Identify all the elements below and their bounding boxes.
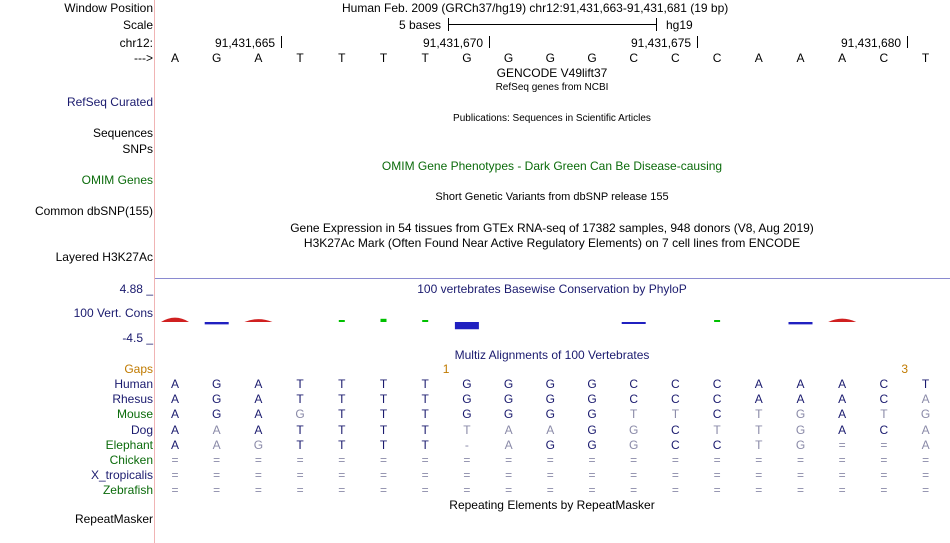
alignment-base: =: [922, 468, 930, 483]
alignment-base: C: [671, 422, 680, 437]
sequence-base: G: [587, 51, 597, 65]
alignment-base: A: [254, 407, 263, 422]
alignment-base: =: [213, 468, 221, 483]
alignment-base: A: [796, 392, 805, 407]
alignment-base: =: [588, 453, 596, 467]
species-label[interactable]: Dog: [130, 422, 153, 437]
species-label[interactable]: Elephant: [105, 437, 153, 452]
alignment-base: T: [421, 407, 429, 422]
phylop-bar: [714, 320, 720, 322]
alignment-base: T: [379, 437, 388, 452]
alignment-base: G: [212, 377, 222, 391]
alignment-base: C: [712, 392, 722, 407]
species-label[interactable]: Rhesus: [112, 392, 153, 407]
alignment-base: =: [171, 468, 179, 483]
sequence-base: T: [379, 51, 388, 65]
alignment-base: =: [755, 453, 763, 467]
snps-label[interactable]: SNPs: [122, 142, 153, 156]
cons-track-label[interactable]: 100 Vert. Cons: [73, 306, 153, 320]
alignment-base: C: [712, 377, 722, 391]
alignment-base: =: [588, 483, 596, 498]
alignment-base: =: [755, 468, 763, 483]
alignment-base: T: [463, 422, 471, 437]
alignment-base: -: [464, 437, 469, 452]
alignment-base: G: [545, 437, 555, 452]
sequence-base: T: [921, 51, 930, 65]
alignment-base: =: [379, 453, 387, 467]
alignment-base: A: [170, 392, 179, 407]
alignment-base: =: [671, 483, 679, 498]
sequence-base: G: [212, 51, 222, 65]
alignment-base: =: [421, 483, 429, 498]
scale-bar-right-tick: [656, 18, 657, 31]
alignment-base: G: [795, 422, 806, 437]
alignment-base: C: [879, 422, 889, 437]
alignment-base: T: [880, 407, 888, 422]
alignment-base: G: [253, 437, 264, 452]
alignment-base: A: [838, 377, 847, 391]
alignment-base: G: [503, 407, 514, 422]
alignment-base: =: [463, 453, 471, 467]
alignment-base: T: [755, 422, 763, 437]
phylop-min-label: -4.5 _: [122, 331, 153, 345]
scale-label: Scale: [122, 18, 153, 32]
alignment-base: T: [338, 422, 346, 437]
alignment-base: =: [671, 453, 679, 467]
alignment-base: T: [671, 407, 680, 422]
repeatmasker-label[interactable]: RepeatMasker: [74, 512, 153, 526]
alignment-base: A: [838, 392, 847, 407]
alignment-base: A: [754, 392, 763, 407]
alignment-base: T: [296, 437, 304, 452]
refseq-track-title[interactable]: RefSeq genes from NCBI: [495, 82, 609, 93]
sequence-base: T: [338, 51, 346, 65]
alignment-base: =: [713, 453, 721, 467]
alignment-base: G: [629, 422, 639, 437]
sequence-base: A: [796, 51, 805, 65]
alignment-base: T: [421, 422, 429, 437]
alignment-base: =: [254, 468, 262, 483]
publications-track-title[interactable]: Publications: Sequences in Scientific Articles: [453, 113, 651, 124]
scale-bar-left-tick: [448, 18, 449, 31]
alignment-base: =: [838, 437, 846, 452]
alignment-base: G: [462, 392, 472, 407]
sequence-base: C: [671, 51, 680, 65]
alignment-base: =: [671, 468, 679, 483]
alignment-base: T: [338, 377, 346, 391]
alignment-base: =: [463, 468, 471, 483]
sequence-label: --->: [134, 51, 153, 65]
species-label[interactable]: X_tropicalis: [90, 468, 153, 483]
alignment-base: G: [587, 422, 597, 437]
scale-assembly: hg19: [666, 18, 693, 32]
alignment-base: A: [921, 392, 930, 407]
phylop-bar: [205, 322, 229, 324]
alignment-base: =: [463, 483, 471, 498]
phylop-track-title[interactable]: 100 vertebrates Basewise Conservation by PhyloP: [417, 282, 687, 296]
phylop-bar: [789, 322, 813, 324]
alignment-base: =: [421, 468, 429, 483]
alignment-base: C: [671, 377, 680, 391]
alignment-base: =: [213, 453, 221, 467]
sequence-base: A: [170, 51, 179, 65]
alignment-base: A: [170, 422, 179, 437]
alignment-base: =: [296, 468, 304, 483]
alignment-base: G: [795, 437, 806, 452]
species-label[interactable]: Human: [114, 377, 153, 391]
track-separator: [155, 278, 950, 279]
phylop-bar: [381, 319, 387, 322]
alignment-base: =: [505, 453, 513, 467]
sequence-base: T: [296, 51, 304, 65]
alignment-base: C: [879, 392, 889, 407]
alignment-base: A: [921, 437, 930, 452]
alignment-base: G: [212, 392, 222, 407]
sequence-base: C: [712, 51, 722, 65]
alignment-base: A: [504, 422, 513, 437]
alignment-base: T: [338, 407, 346, 422]
chrom-label: chr12:: [119, 36, 153, 50]
sequence-base: C: [629, 51, 639, 65]
alignment-base: G: [587, 377, 597, 391]
alignment-base: G: [545, 407, 555, 422]
common-dbsnp-label[interactable]: Common dbSNP(155): [34, 204, 153, 218]
alignment-base: =: [505, 468, 513, 483]
alignment-base: G: [503, 392, 514, 407]
alignment-base: T: [379, 422, 388, 437]
h3k27ac-track-title[interactable]: H3K27Ac Mark (Often Found Near Active Regulatory Elements) on 7 cell lines from ENCODE: [303, 236, 801, 250]
alignment-base: =: [546, 453, 554, 467]
gtex-track-title[interactable]: Gene Expression in 54 tissues from GTEx RNA-seq of 17382 samples, 948 donors (V8, Aug 2019): [290, 221, 814, 235]
alignment-base: =: [296, 453, 304, 467]
alignment-base: =: [755, 483, 763, 498]
alignment-base: =: [796, 483, 804, 498]
sequence-base: G: [462, 51, 472, 65]
phylop-bar: [828, 319, 856, 322]
alignment-base: =: [379, 468, 387, 483]
alignment-base: G: [545, 392, 555, 407]
alignment-base: G: [545, 377, 555, 391]
alignment-base: A: [254, 422, 263, 437]
phylop-bar: [422, 320, 428, 322]
alignment-base: C: [712, 407, 722, 422]
alignment-base: C: [671, 392, 680, 407]
alignment-base: A: [212, 437, 221, 452]
alignment-base: =: [713, 468, 721, 483]
alignment-base: G: [629, 437, 639, 452]
sequence-base: A: [254, 51, 263, 65]
gencode-track-title[interactable]: GENCODE V49lift37: [496, 66, 608, 80]
gap-count: 3: [901, 362, 909, 376]
sequences-label[interactable]: Sequences: [92, 126, 153, 140]
alignment-base: G: [920, 407, 931, 422]
repeatmasker-track-title[interactable]: Repeating Elements by RepeatMasker: [449, 498, 655, 512]
sequence-base: T: [421, 51, 429, 65]
alignment-base: C: [671, 437, 680, 452]
window-position-value: Human Feb. 2009 (GRCh37/hg19) chr12:91,431,663-91,431,681 (19 bp): [342, 1, 729, 15]
species-label[interactable]: Chicken: [109, 453, 153, 467]
chrom-tick-mark-2: [489, 36, 490, 48]
alignment-base: G: [462, 407, 472, 422]
species-label[interactable]: Mouse: [116, 407, 153, 422]
phylop-bar: [622, 322, 646, 324]
alignment-base: T: [421, 392, 429, 407]
alignment-base: A: [921, 422, 930, 437]
alignment-base: T: [379, 407, 388, 422]
omim-track-title[interactable]: OMIM Gene Phenotypes - Dark Green Can Be Disease-causing: [381, 159, 723, 173]
alignment-base: =: [421, 453, 429, 467]
window-position-label: Window Position: [64, 1, 153, 15]
alignment-base: =: [880, 437, 888, 452]
alignment-base: =: [880, 453, 888, 467]
alignment-base: A: [504, 437, 513, 452]
alignment-base: C: [629, 377, 639, 391]
alignment-base: =: [838, 453, 846, 467]
alignment-base: A: [212, 422, 221, 437]
sequence-base: C: [879, 51, 889, 65]
alignment-base: =: [838, 483, 846, 498]
alignment-base: T: [379, 377, 388, 391]
alignment-base: =: [338, 468, 346, 483]
alignment-base: T: [338, 392, 346, 407]
chrom-tick-mark-3: [697, 36, 698, 48]
alignment-base: =: [254, 483, 262, 498]
alignment-base: =: [796, 453, 804, 467]
alignment-base: =: [880, 468, 888, 483]
alignment-base: =: [546, 468, 554, 483]
alignment-base: A: [546, 422, 555, 437]
multiz-track-title[interactable]: Multiz Alignments of 100 Vertebrates: [454, 348, 650, 362]
chrom-tick-mark-4: [907, 36, 908, 48]
alignment-base: =: [171, 453, 179, 467]
chrom-tick-mark-1: [281, 36, 282, 48]
alignment-base: C: [712, 437, 722, 452]
alignment-base: G: [212, 407, 222, 422]
alignment-base: T: [421, 437, 429, 452]
alignment-base: T: [338, 437, 346, 452]
species-label[interactable]: Zebrafish: [102, 483, 153, 498]
alignment-base: =: [505, 483, 513, 498]
alignment-base: T: [379, 392, 388, 407]
alignment-base: T: [296, 392, 304, 407]
refseq-curated-label[interactable]: RefSeq Curated: [66, 95, 153, 109]
dbsnp-track-title[interactable]: Short Genetic Variants from dbSNP release 155: [435, 191, 669, 203]
alignment-base: =: [296, 483, 304, 498]
alignment-base: =: [838, 468, 846, 483]
alignment-base: =: [588, 468, 596, 483]
scale-bar: [448, 24, 656, 25]
alignment-base: C: [879, 377, 889, 391]
phylop-bar: [455, 322, 479, 329]
gaps-label[interactable]: Gaps: [124, 362, 153, 376]
phylop-bar: [244, 319, 272, 322]
alignment-base: G: [587, 392, 597, 407]
alignment-base: G: [795, 407, 806, 422]
sequence-base: A: [838, 51, 847, 65]
phylop-graph[interactable]: [155, 290, 950, 340]
chrom-tick-3: 91,431,675: [631, 36, 692, 50]
alignment-base: =: [546, 483, 554, 498]
alignment-base: =: [630, 483, 638, 498]
alignment-base: =: [880, 483, 888, 498]
phylop-bar: [339, 320, 345, 322]
alignment-base: A: [170, 437, 179, 452]
gap-count: 1: [442, 362, 450, 376]
alignment-base: T: [755, 407, 763, 422]
sequence-base: A: [754, 51, 763, 65]
alignment-base: T: [630, 407, 638, 422]
scale-bar-text: 5 bases: [399, 18, 442, 32]
alignment-base: A: [170, 377, 179, 391]
alignment-base: T: [713, 422, 721, 437]
alignment-base: T: [296, 377, 304, 391]
alignment-base: T: [296, 422, 304, 437]
alignment-base: =: [922, 453, 930, 467]
alignment-base: A: [170, 407, 179, 422]
alignment-base: T: [755, 437, 763, 452]
alignment-base: C: [629, 392, 639, 407]
sequence-base: G: [503, 51, 514, 65]
alignment-base: A: [754, 377, 763, 391]
alignment-base: =: [213, 483, 221, 498]
alignment-base: T: [921, 377, 930, 391]
phylop-bar: [161, 318, 189, 322]
alignment-base: G: [295, 407, 305, 422]
alignment-base: T: [421, 377, 429, 391]
alignment-base: =: [630, 468, 638, 483]
alignment-base: G: [503, 377, 514, 391]
layered-h3k27ac-label[interactable]: Layered H3K27Ac: [55, 250, 153, 264]
sequence-base: G: [545, 51, 555, 65]
phylop-max-label: 4.88 _: [119, 282, 153, 296]
alignment-base: =: [379, 483, 387, 498]
chrom-tick-1: 91,431,665: [215, 36, 276, 50]
label-divider: [154, 0, 155, 543]
alignment-base: =: [338, 483, 346, 498]
alignment-base: =: [171, 483, 179, 498]
chrom-tick-4: 91,431,680: [841, 36, 902, 50]
alignment-base: A: [254, 377, 263, 391]
alignment-base: A: [838, 422, 847, 437]
alignment-base: A: [254, 392, 263, 407]
alignment-base: G: [587, 407, 597, 422]
alignment-base: =: [922, 483, 930, 498]
omim-genes-label[interactable]: OMIM Genes: [81, 173, 153, 187]
alignment-base: A: [796, 377, 805, 391]
alignment-base: =: [254, 453, 262, 467]
alignment-base: G: [462, 377, 472, 391]
chrom-tick-2: 91,431,670: [423, 36, 484, 50]
alignment-base: =: [630, 453, 638, 467]
alignment-base: =: [713, 483, 721, 498]
alignment-base: G: [587, 437, 597, 452]
alignment-base: =: [796, 468, 804, 483]
alignment-base: A: [838, 407, 847, 422]
alignment-base: =: [338, 453, 346, 467]
